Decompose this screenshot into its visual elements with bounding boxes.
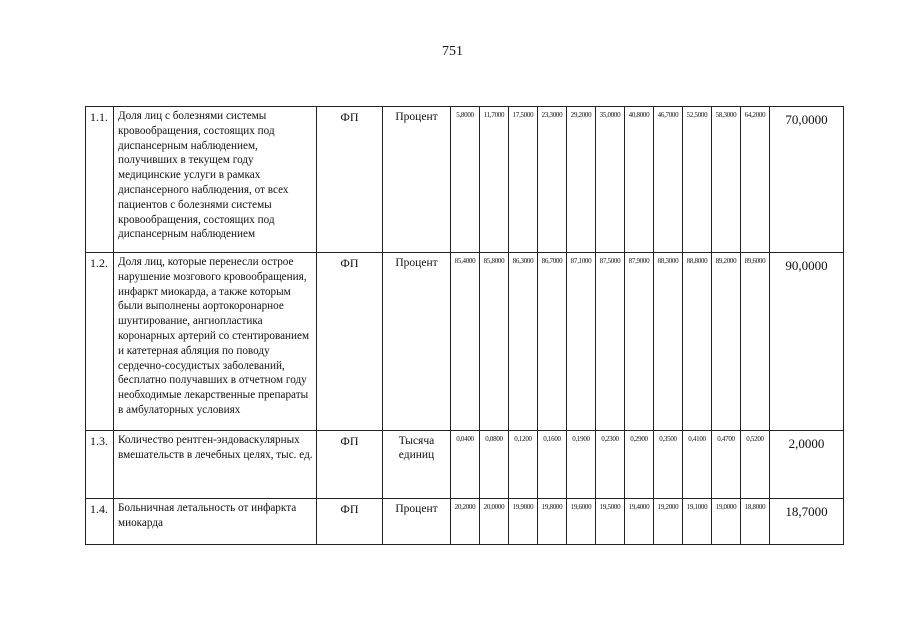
value-cell: 87,5000 bbox=[596, 253, 625, 431]
indicators-table bbox=[85, 106, 844, 545]
value-cell: 19,2000 bbox=[654, 499, 683, 545]
source-cell: ФП bbox=[317, 499, 383, 545]
unit-cell: Процент bbox=[383, 107, 451, 253]
value-cell: 0,1200 bbox=[509, 431, 538, 499]
value-cell: 0,2900 bbox=[625, 431, 654, 499]
target-value-cell: 90,0000 bbox=[770, 253, 844, 431]
table-row bbox=[86, 253, 844, 431]
value-cell: 0,3500 bbox=[654, 431, 683, 499]
value-cell: 19,0000 bbox=[712, 499, 741, 545]
value-cell: 0,0800 bbox=[480, 431, 509, 499]
indicator-name: Больничная летальность от инфаркта миокарда bbox=[114, 499, 317, 545]
source-cell: ФП bbox=[317, 253, 383, 431]
indicator-name: Доля лиц с болезнями системы кровообращения, состоящих под диспансерным наблюдением, получивших в текущем году медицинские услуги в рамках диспансерного наблюдения, от всех пациентов с болезнями системы кровообращения, состоящих под диспансерным наблюдением bbox=[114, 107, 317, 253]
value-cell: 0,4700 bbox=[712, 431, 741, 499]
value-cell: 19,4000 bbox=[625, 499, 654, 545]
value-cell: 52,5000 bbox=[683, 107, 712, 253]
value-cell: 88,3000 bbox=[654, 253, 683, 431]
value-cell: 87,9000 bbox=[625, 253, 654, 431]
source-cell: ФП bbox=[317, 431, 383, 499]
value-cell: 85,4000 bbox=[451, 253, 480, 431]
value-cell: 86,3000 bbox=[509, 253, 538, 431]
value-cell: 0,5200 bbox=[741, 431, 770, 499]
value-cell: 19,8000 bbox=[538, 499, 567, 545]
row-number: 1.4. bbox=[86, 499, 114, 545]
page-number: 751 bbox=[442, 44, 463, 59]
indicator-name: Количество рентген-эндоваскулярных вмешательств в лечебных целях, тыс. ед. bbox=[114, 431, 317, 499]
value-cell: 0,4100 bbox=[683, 431, 712, 499]
indicator-name: Доля лиц, которые перенесли острое нарушение мозгового кровообращения, инфаркт миокарда, а также которым были выполнены аортокоронарное шунтирование, ангиопластика коронарных артерий со стентированием и катетерная абляция по поводу сердечно-сосудистых заболеваний, бесплатно получавших в отчетном году необходимые лекарственные препараты в амбулаторных условиях bbox=[114, 253, 317, 431]
value-cell: 23,3000 bbox=[538, 107, 567, 253]
value-cell: 88,8000 bbox=[683, 253, 712, 431]
value-cell: 11,7000 bbox=[480, 107, 509, 253]
value-cell: 35,0000 bbox=[596, 107, 625, 253]
value-cell: 20,0000 bbox=[480, 499, 509, 545]
row-number: 1.2. bbox=[86, 253, 114, 431]
value-cell: 89,2000 bbox=[712, 253, 741, 431]
row-number: 1.1. bbox=[86, 107, 114, 253]
value-cell: 5,8000 bbox=[451, 107, 480, 253]
value-cell: 0,0400 bbox=[451, 431, 480, 499]
value-cell: 58,3000 bbox=[712, 107, 741, 253]
value-cell: 0,1600 bbox=[538, 431, 567, 499]
unit-cell: Процент bbox=[383, 253, 451, 431]
value-cell: 0,2300 bbox=[596, 431, 625, 499]
value-cell: 64,2000 bbox=[741, 107, 770, 253]
unit-cell: Процент bbox=[383, 499, 451, 545]
target-value-cell: 70,0000 bbox=[770, 107, 844, 253]
value-cell: 85,8000 bbox=[480, 253, 509, 431]
value-cell: 18,8000 bbox=[741, 499, 770, 545]
target-value-cell: 18,7000 bbox=[770, 499, 844, 545]
value-cell: 17,5000 bbox=[509, 107, 538, 253]
table-row bbox=[86, 431, 844, 499]
table-row bbox=[86, 499, 844, 545]
value-cell: 29,2000 bbox=[567, 107, 596, 253]
value-cell: 19,5000 bbox=[596, 499, 625, 545]
target-value-cell: 2,0000 bbox=[770, 431, 844, 499]
source-cell: ФП bbox=[317, 107, 383, 253]
unit-cell: Тысяча единиц bbox=[383, 431, 451, 499]
value-cell: 0,1900 bbox=[567, 431, 596, 499]
value-cell: 46,7000 bbox=[654, 107, 683, 253]
value-cell: 19,6000 bbox=[567, 499, 596, 545]
value-cell: 19,9000 bbox=[509, 499, 538, 545]
value-cell: 87,1000 bbox=[567, 253, 596, 431]
value-cell: 19,1000 bbox=[683, 499, 712, 545]
value-cell: 40,8000 bbox=[625, 107, 654, 253]
value-cell: 20,2000 bbox=[451, 499, 480, 545]
value-cell: 86,7000 bbox=[538, 253, 567, 431]
row-number: 1.3. bbox=[86, 431, 114, 499]
table-row bbox=[86, 107, 844, 253]
value-cell: 89,6000 bbox=[741, 253, 770, 431]
